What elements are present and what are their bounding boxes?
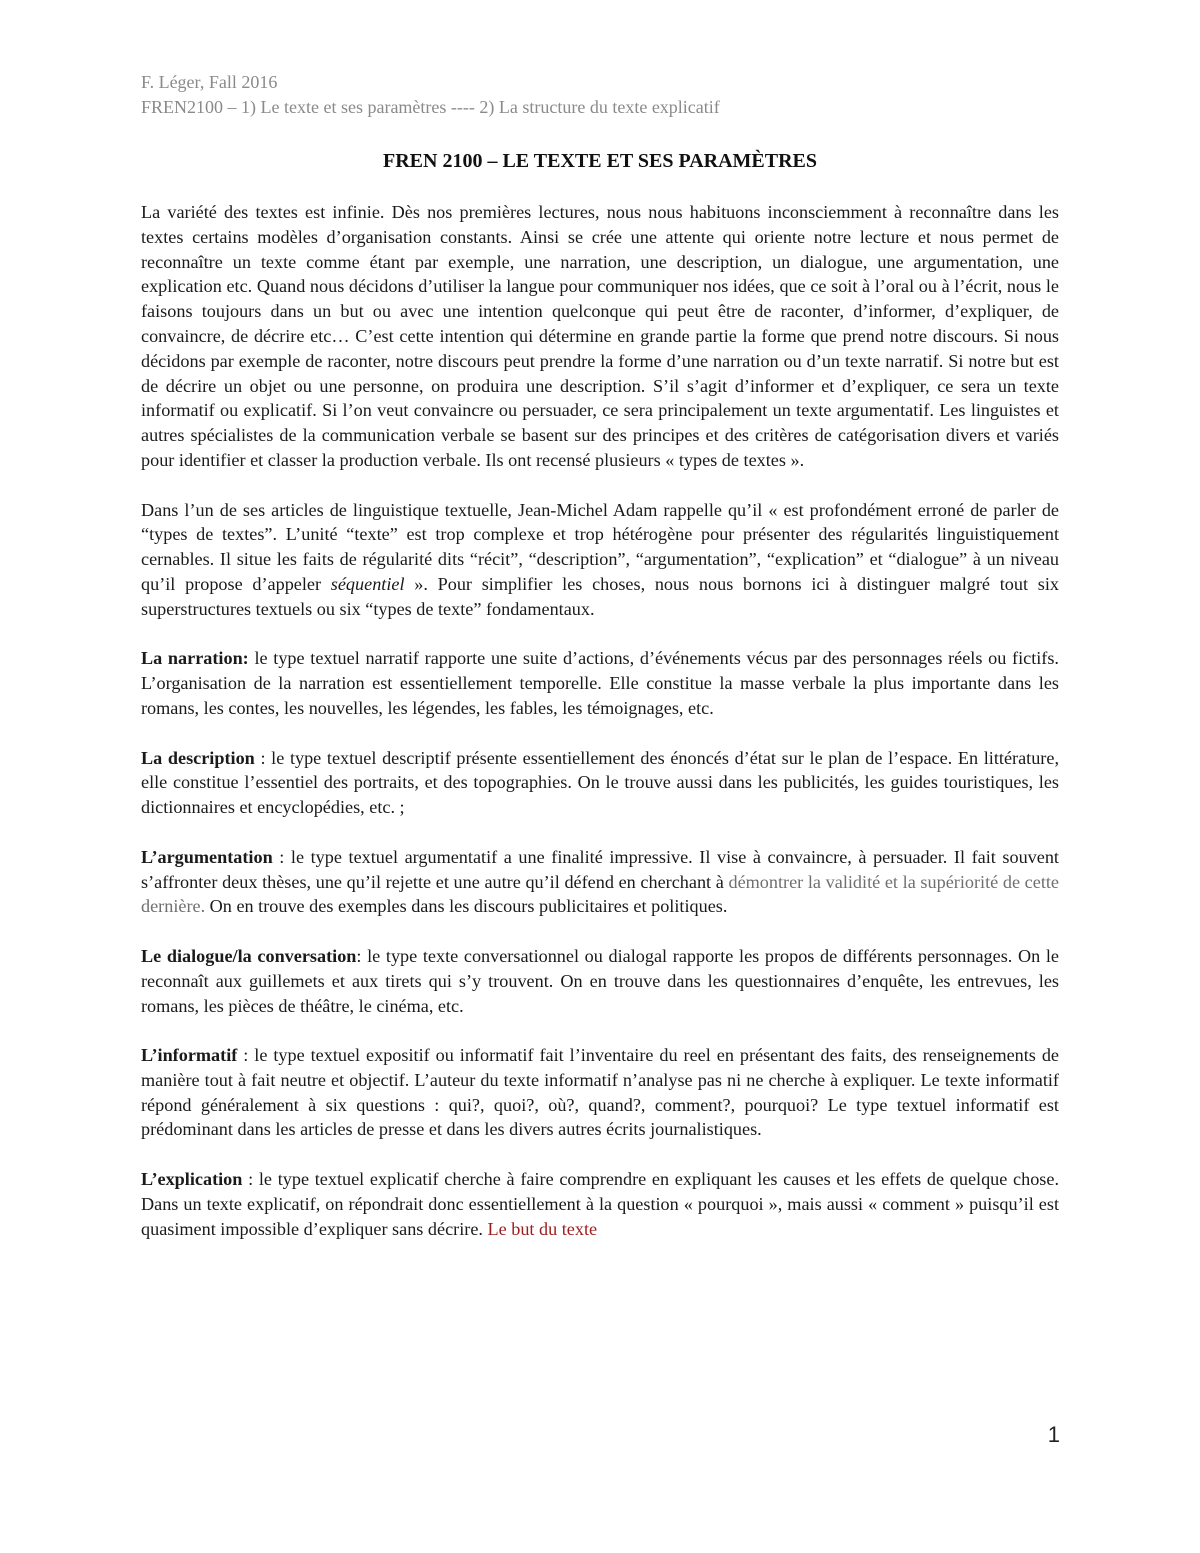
narration-label: La narration: — [141, 648, 249, 669]
header-course-topics: FREN2100 – 1) Le texte et ses paramètres ---- 2) La structure du texte explicatif — [141, 97, 720, 117]
adam-emphasis: séquentiel — [330, 573, 405, 594]
dialogue-text: : le type texte conversationnel ou dialogal rapporte les propos de différents personnages. On le reconnaît aux guillemets et aux tirets qui s’y trouvent. On en trouve dans les questionnaires d’enquête, les entrevues, les romans, les pièces de théâtre, le cinéma, etc. — [141, 945, 1059, 1016]
argumentation-muted-text: démontrer la validité et la supériorité de cette dernière. — [141, 871, 1059, 917]
adam-text-before: Dans l’un de ses articles de linguistique textuelle, Jean-Michel Adam rappelle qu’il « est profondément erroné de parler de “types de textes”. L’unité “texte” est trop complexe et trop hétérogène pour présenter des régularités linguistiquement cernables. Il situe les faits de régularité dits “récit”, “description”, “argumentation”, “explication” et “dialogue” à un niveau qu’il propose d’appeler — [141, 499, 1059, 594]
page-number: 1 — [1047, 1422, 1060, 1447]
informatif-label: L’informatif — [141, 1045, 238, 1066]
paragraph-dialogue — [141, 944, 1059, 1018]
page-header — [141, 70, 1061, 120]
paragraph-argumentation — [141, 845, 1059, 919]
description-text: : le type textuel descriptif présente essentiellement des énoncés d’état sur le plan de l’espace. En littérature, elle constitue l’essentiel des portraits, et des topographies. On le trouve aussi dans les publicités, les guides touristiques, les dictionnaires et encyclopédies, etc. ; — [141, 747, 1059, 818]
paragraph-explication — [141, 1167, 1059, 1241]
narration-text: le type textuel narratif rapporte une suite d’actions, d’événements vécus par des personnages réels ou fictifs. L’organisation de la narration est essentiellement temporelle. Elle constitue la masse verbale la plus importante dans les romans, les contes, les nouvelles, les légendes, les fables, les témoignages, etc. — [141, 648, 1059, 718]
paragraph-informatif — [141, 1043, 1059, 1142]
explication-label: L’explication — [141, 1169, 243, 1190]
argumentation-label: L’argumentation — [141, 846, 273, 867]
adam-text-after: ». Pour simplifier les choses, nous nous bornons ici à distinguer malgré tout six superstructures textuels ou six “types de texte” fondamentaux. — [141, 573, 1059, 619]
dialogue-label: Le dialogue/la conversation — [141, 945, 357, 966]
informatif-text: : le type textuel expositif ou informatif fait l’inventaire du reel en présentant des faits, des renseignements de manière tout à fait neutre et objectif. L’auteur du texte informatif n’analyse pas ni ne cherche à expliquer. Le texte informatif répond généralement à six questions : qui?, quoi?, où?, quand?, comment?, pourquoi? Le type textuel informatif est prédominant dans les articles de presse et dans les divers autres écrits journalistiques. — [141, 1045, 1059, 1140]
document-body — [141, 200, 1059, 1266]
paragraph-intro: La variété des textes est infinie. Dès nos premières lectures, nous nous habituons inconsciemment à reconnaître dans les textes certains modèles d’organisation constants. Ainsi se crée une attente qui oriente notre lecture et nous permet de reconnaître un texte comme étant par exemple, une narration, une description, un dialogue, une argumentation, une explication etc. Quand nous décidons d’utiliser la langue pour communiquer nos idées, que ce soit à l’oral ou à l’écrit, nous le faisons toujours dans un but ou avec une intention quelconque qui peut être de raconter, d’informer, d’expliquer, de convaincre, de décrire etc… C’est cette intention qui détermine en grande partie la forme que prend notre discours. Si nous décidons par exemple de raconter, notre discours peut prendre la forme d’une narration ou d’un texte narratif. Si notre but est de décrire un objet ou une personne, on produira une description. S’il s’agit d’informer et d’expliquer, ce sera un texte informatif ou explicatif. Si l’on veut convaincre ou persuader, ce sera principalement un texte argumentatif. Les linguistes et autres spécialistes de la communication verbale se basent sur des principes et des critères de catégorisation divers et variés pour identifier et classer la production verbale. Ils ont recensé plusieurs « types de textes ». — [141, 202, 1059, 470]
header-author-term: F. Léger, Fall 2016 — [141, 72, 278, 92]
explication-text: : le type textuel explicatif cherche à faire comprendre en expliquant les causes et les effets de quelque chose. Dans un texte explicatif, on répondrait donc essentiellement à la question « pourquoi », mais aussi « comment » puisqu’il est quasiment impossible d’expliquer sans décrire. — [141, 1169, 1059, 1239]
argumentation-text: : le type textuel argumentatif a une finalité impressive. Il vise à convaincre, à persuader. Il fait souvent s’affronter deux thèses, une qu’il rejette et une autre qu’il défend en cherchant à — [141, 846, 1059, 892]
description-label: La description — [141, 747, 255, 768]
paragraph-description — [141, 746, 1059, 820]
paragraph-narration — [141, 646, 1059, 720]
document-title: FREN 2100 – LE TEXTE ET SES PARAMÈTRES — [383, 150, 817, 172]
explication-red-text: Le but du texte — [487, 1218, 598, 1239]
argumentation-text-after: On en trouve des exemples dans les discours publicitaires et politiques. — [205, 896, 728, 917]
paragraph-adam — [141, 498, 1059, 622]
